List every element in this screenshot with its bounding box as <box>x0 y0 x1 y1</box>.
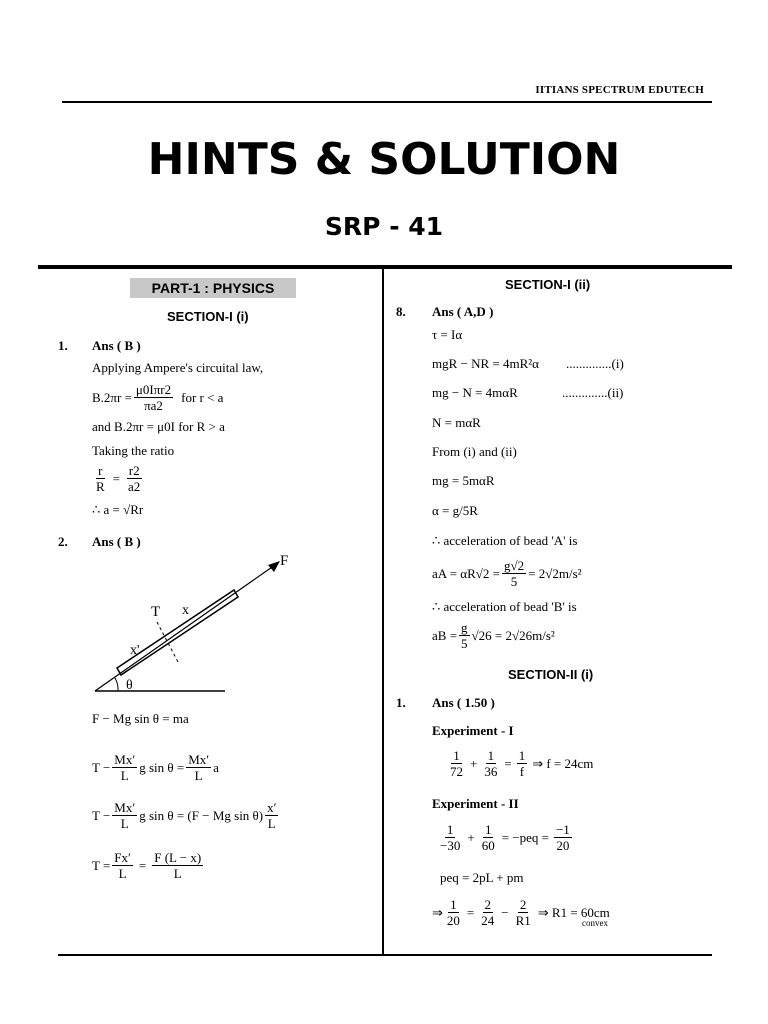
x-prime-label: x' <box>130 643 140 658</box>
experiment-1-equation <box>446 748 593 779</box>
e1-frac1 <box>448 748 465 779</box>
q8-line2: mgR − NR = 4mR²α <box>432 356 539 371</box>
section-divider <box>38 265 732 269</box>
header-rule <box>62 101 712 103</box>
column-divider <box>382 269 384 955</box>
q2-eq2-f1n: Mx′ <box>114 752 136 767</box>
cut-line <box>157 622 178 662</box>
section-heading-right-2: SECTION-II (i) <box>508 667 594 682</box>
q2-eq4-f1n: Fx′ <box>114 850 131 865</box>
q1-line6: ∴ a = √Rr <box>92 502 144 517</box>
e1-eq: = <box>504 755 512 771</box>
tension-label: T <box>151 604 161 620</box>
q1-ratio <box>92 463 144 494</box>
q2-eq4-frac2 <box>152 850 203 881</box>
page-title: HINTS & SOLUTION <box>147 134 621 185</box>
q8-line1: τ = Iα <box>432 327 463 342</box>
e4-frac1 <box>445 897 462 928</box>
q2-eq3-f2n: x′ <box>267 800 277 815</box>
q1-ratio-n2: r2 <box>128 463 140 478</box>
q2-eq2-frac1 <box>112 752 137 783</box>
e4-frac3 <box>514 897 533 928</box>
x-label: x <box>182 603 189 618</box>
e2-n3: −1 <box>555 822 570 837</box>
q2-number: 2. <box>58 534 68 549</box>
q1-ratio-left <box>94 463 107 494</box>
q2-eq2 <box>92 752 219 783</box>
q2-eq2-frac2 <box>186 752 211 783</box>
experiment-2-power: peq = 2pL + pm <box>440 870 524 885</box>
e1-d1: 72 <box>450 764 463 779</box>
q2-eq3-frac2 <box>265 800 278 831</box>
q1-line2-den: πa2 <box>144 398 163 413</box>
q2-answer: Ans ( B ) <box>92 534 141 549</box>
e4-subscript: convex <box>582 918 608 928</box>
q8-line7: α = g/5R <box>432 503 478 518</box>
q1-ratio-d2: a2 <box>128 479 141 494</box>
e1-n1: 1 <box>453 748 460 763</box>
q8-line2-tag: ..............(i) <box>566 356 624 371</box>
theta-label: θ <box>126 678 133 693</box>
e2-d2: 60 <box>481 838 495 853</box>
e2-d3: 20 <box>556 838 570 853</box>
q2-eq2-f2d: L <box>194 768 203 783</box>
e4-eq: = <box>466 904 475 920</box>
experiment-2-equation <box>436 822 574 853</box>
q1-line3: and B.2πr = μ0I for R > a <box>92 419 225 434</box>
q2-eq1: F − Mg sin θ = ma <box>92 711 189 726</box>
e2-frac3 <box>554 822 572 853</box>
page-subtitle: SRP - 41 <box>324 212 444 241</box>
q1-line4: Taking the ratio <box>92 443 175 458</box>
q2-eq3-pre: T − <box>92 807 111 823</box>
q8-line4: N = mαR <box>432 415 481 430</box>
q1-line2-pre: B.2πr = <box>92 389 132 405</box>
e4-d3: R1 <box>515 913 531 928</box>
experiment-2-heading: Experiment - II <box>432 796 519 811</box>
s2-q1-number: 1. <box>396 695 406 710</box>
e2-n2: 1 <box>484 822 492 837</box>
q8-answer: Ans ( A,D ) <box>432 304 494 319</box>
e4-post: ⇒ R1 = 60cm <box>537 904 610 920</box>
e4-minus: − <box>501 904 509 920</box>
q8-line11-pre: aB = <box>432 627 458 643</box>
e2-d1: −30 <box>440 838 461 853</box>
q2-eq4-f1d: L <box>118 866 127 881</box>
q8-line9 <box>432 558 582 589</box>
q1-ratio-eq: = <box>112 470 121 486</box>
q2-eq3 <box>92 800 280 831</box>
q2-eq4-f2n: F (L − x) <box>154 850 202 865</box>
e1-n2: 1 <box>487 748 495 763</box>
e1-frac2 <box>482 748 499 779</box>
q2-eq3-mid: g sin θ = (F − Mg sin θ) <box>139 807 264 823</box>
q1-line1: Applying Ampere's circuital law, <box>92 360 264 375</box>
e1-d3: f <box>519 764 525 779</box>
angle-arc <box>115 678 118 691</box>
e1-frac3 <box>517 748 528 779</box>
e4-d2: 24 <box>481 913 495 928</box>
part-label: PART-1 : PHYSICS <box>130 278 296 298</box>
q8-line10: ∴ acceleration of bead 'B' is <box>432 599 577 614</box>
footer-rule <box>58 954 712 956</box>
q8-line9-num: g√2 <box>503 558 525 573</box>
q2-eq2-pre: T − <box>92 759 111 775</box>
q2-eq4-pre: T = <box>92 857 111 873</box>
q8-line9-den: 5 <box>510 574 518 589</box>
e2-n1: 1 <box>446 822 454 837</box>
q1-line2-fraction <box>134 382 173 413</box>
q1-number: 1. <box>58 338 68 353</box>
q8-line3: mg − N = 4mαR <box>432 385 518 400</box>
e4-d1: 20 <box>446 913 460 928</box>
q2-eq4-f2d: L <box>173 866 182 881</box>
q8-line9-pre: aA = αR√2 = <box>432 565 500 581</box>
q2-eq4-frac1 <box>112 850 133 881</box>
q2-eq2-post: a <box>213 759 219 775</box>
force-arrow-line <box>95 565 275 691</box>
q8-line3-tag: ..............(ii) <box>562 385 624 400</box>
q8-line9-frac <box>502 558 526 589</box>
q8-line5: From (i) and (ii) <box>432 444 517 459</box>
e1-n3: 1 <box>518 748 526 763</box>
force-arrowhead <box>268 561 280 572</box>
q2-eq2-mid: g sin θ = <box>139 759 185 775</box>
force-label: F <box>280 553 289 569</box>
e4-frac2 <box>479 897 496 928</box>
q1-ratio-n1: r <box>98 463 103 478</box>
section-heading-right-1: SECTION-I (ii) <box>505 277 591 292</box>
q2-eq3-f1n: Mx′ <box>114 800 136 815</box>
q8-line8: ∴ acceleration of bead 'A' is <box>432 533 578 548</box>
q8-number: 8. <box>396 304 406 319</box>
q8-line11-frac <box>459 620 470 651</box>
e1-d2: 36 <box>484 764 498 779</box>
q8-line6: mg = 5mαR <box>432 473 495 488</box>
q8-line11 <box>432 620 555 651</box>
q2-eq3-frac1 <box>112 800 137 831</box>
e2-frac1 <box>438 822 462 853</box>
s2-q1-answer: Ans ( 1.50 ) <box>432 695 495 710</box>
q8-line9-post: = 2√2m/s² <box>528 565 582 581</box>
q2-eq4-mid: = <box>138 857 147 873</box>
q1-line2 <box>92 382 223 413</box>
q2-eq2-f2n: Mx′ <box>188 752 210 767</box>
q8-line11-den: 5 <box>461 636 468 651</box>
q2-eq3-f1d: L <box>120 816 129 831</box>
q8-line11-num: g <box>461 620 468 635</box>
e4-n3: 2 <box>519 897 527 912</box>
e4-n2: 2 <box>484 897 491 912</box>
e4-n1: 1 <box>450 897 457 912</box>
q2-eq4 <box>92 850 205 881</box>
q1-line2-post: for r < a <box>181 389 224 405</box>
q1-ratio-right <box>126 463 142 494</box>
q8-line11-post: √26 = 2√26m/s² <box>471 627 555 643</box>
e1-plus: + <box>470 755 478 771</box>
inclined-rod-figure <box>90 550 300 700</box>
q1-ratio-d1: R <box>96 479 105 494</box>
experiment-1-heading: Experiment - I <box>432 723 514 738</box>
e2-mid: = −peq = <box>501 829 549 845</box>
e4-pre: ⇒ <box>432 904 443 920</box>
q1-line2-num: μ0Iπr2 <box>135 382 172 397</box>
q2-eq2-f1d: L <box>120 768 129 783</box>
e1-post: ⇒ f = 24cm <box>532 755 594 771</box>
e2-frac2 <box>480 822 497 853</box>
section-heading-left: SECTION-I (i) <box>167 309 249 324</box>
q2-eq3-f2d: L <box>267 816 276 831</box>
e2-plus: + <box>467 829 475 845</box>
organization-name: IITIANS SPECTRUM EDUTECH <box>535 84 704 96</box>
q1-answer: Ans ( B ) <box>92 338 141 353</box>
